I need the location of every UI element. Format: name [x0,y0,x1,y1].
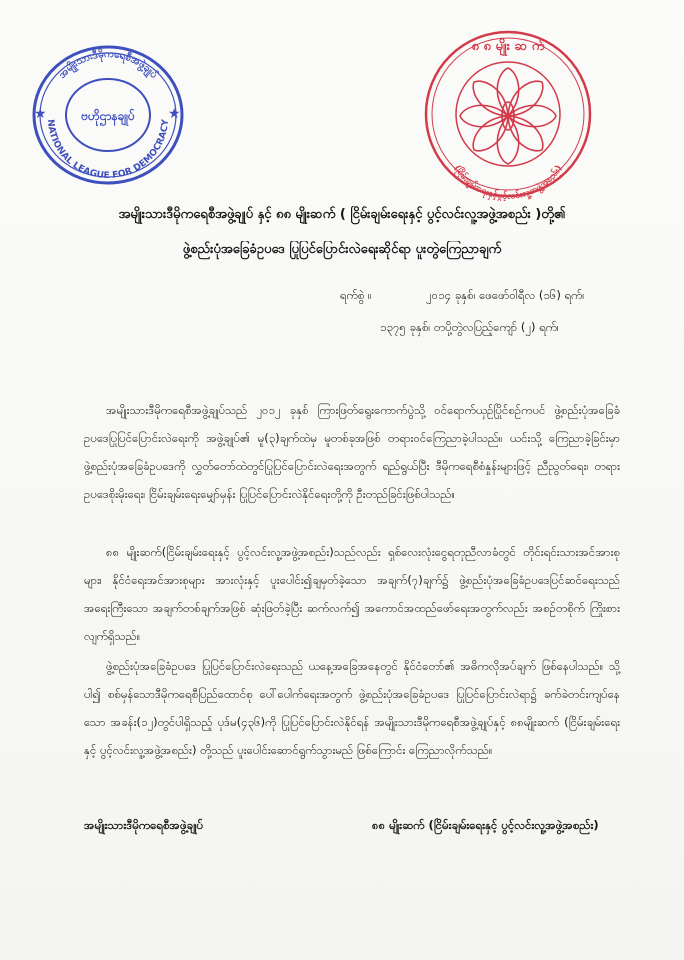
seal-star-left: ★ [34,106,47,122]
paragraph-1: အမျိုးသားဒီမိုကရေစီအဖွဲ့ချုပ်သည် ၂၀၁၂ ခုနှစ် ကြားဖြတ်ရွေးကောက်ပွဲသို့ ဝင်ရောက်ယှဉ်ပြိုင်စဉ်ကပင် ဖွဲ့စည်းပုံအခြေခံဥပဒေပြုပြင်ပြောင်းလဲရေးကို အဖွဲ့ချုပ်၏ မူ(၃)ချက်ထဲမှ မူတစ်ခုအဖြစ် တရားဝင်ကြေညာခဲ့ပါသည်။ ယင်းသို့ ကြေညာခဲ့ခြင်းမှာ ဖွဲ့စည်းပုံအခြေခံဥပဒေကို လွှတ်တော်ထဲတွင်ပြုပြင်ပြောင်းလဲရေးအတွက် ရည်ရွယ်ပြီး ဒီမိုကရေစီစံနှုန်းများဖြင့် ညီညွတ်ရေး၊ တရားဥပဒေစိုးမိုးရေး၊ ငြိမ်းချမ်းရေးမျှော်မှန်း ပြုပြင်ပြောင်းလဲနိုင်ရေးတို့ကို ဦးတည်ခြင်းဖြစ်ပါသည်။ [84,403,620,501]
document-title-line-2: ဖွဲ့စည်းပုံအခြေခံဥပဒေ ပြုပြင်ပြောင်းလဲရေးဆိုင်ရာ ပူးတွဲကြေညာချက် [182,242,502,257]
date-gregorian: ၂၀၁၄ ခုနှစ်၊ ဖေဖော်ဝါရီလ (၁၆) ရက်၊ [426,288,585,302]
seal-top-text: ၈ ၈ မျိုး ဆ က် [471,39,545,54]
88-generation-seal [418,26,598,201]
nld-seal [28,40,188,190]
seal-top-arc-text: အမျိုးသားဒီမိုကရေစီအဖွဲ့ချုပ် [56,48,160,81]
svg-text:NATIONAL LEAGUE FOR DEMOCRACY [45,118,171,181]
paragraph-2: ၈၈ မျိုးဆက်(ငြိမ်းချမ်းရေးနှင့် ပွင့်လင်းလူ့အဖွဲ့အစည်း)သည်လည်း ရှစ်လေးလုံးငွေရတုညီလာခံတွင် တိုင်းရင်းသားအင်အားစုများ၊ နိုင်ငံရေးအင်အားစုများ အားလုံးနှင့် ပူးပေါင်း၍ချမှတ်ခဲ့သော အချက်(၇)ချက်၌ ဖွဲ့စည်းပုံအခြေခံဥပဒေပြင်ဆင်ရေးသည် အရေးကြီးသော အချက်တစ်ချက်အဖြစ် ဆုံးဖြတ်ခဲ့ပြီး ဆက်လက်၍ အကောင်အထည်ဖော်ရေးအတွက်လည်း အစဉ်တစိုက် ကြိုးစားလျက်ရှိသည်။ [84,545,620,643]
seal-star-right: ★ [168,106,181,122]
flower-petal [497,68,518,116]
flower-petal [508,105,556,126]
document-title-line-1: အမျိုးသားဒီမိုကရေစီအဖွဲ့ချုပ် နှင့် ၈၈ မျိုးဆက် ( ငြိမ်းချမ်းရေးနှင့် ပွင့်လင်းလူ့အဖွဲ့အစည်း )တို့၏ [118,207,566,222]
seal-arc-text: (ငြိမ်းချမ်းရေးနှင့်ပွင့်လင်းလူ့အဖွဲ့အစည်း) [451,163,565,201]
signatory-right: ၈၈ မျိုးဆက် (ငြိမ်းချမ်းရေးနှင့် ပွင့်လင်းလူ့အဖွဲ့အစည်း) [372,818,599,832]
seal-center-text: ဗဟိုဌာနချုပ် [81,109,135,123]
date-myanmar: ၁၃၇၅ ခုနှစ်၊ တပို့တွဲလပြည့်ကျော် (၂) ရက်၊ [380,320,559,334]
date-label: ရက်စွဲ ။ [340,288,372,302]
seal-bottom-arc-text: NATIONAL LEAGUE FOR DEMOCRACY [44,118,172,182]
paragraph-3: ဖွဲ့စည်းပုံအခြေခံဥပဒေ ပြုပြင်ပြောင်းလဲရေးသည် ယနေ့အခြေအနေတွင် နိုင်ငံတော်၏ အဓိကလိုအပ်ချက် ဖြစ်နေပါသည်။ သို့ပါ၍ စစ်မှန်သောဒီမိုကရေစီပြည်ထောင်စု ပေါ်ပေါက်ရေးအတွက် ဖွဲ့စည်းပုံအခြေခံဥပဒေ ပြုပြင်ပြောင်းလဲရာ၌ ခက်ခဲတင်းကျပ်နေသော အခန်း(၁၂)တွင်ပါရှိသည့် ပုဒ်မ(၄၃၆)ကို ပြုပြင်ပြောင်းလဲနိုင်ရန် အမျိုးသားဒီမိုကရေစီအဖွဲ့ချုပ်နှင့် ၈၈မျိုးဆက် (ငြိမ်းချမ်းရေးနှင့် ပွင့်လင်းလူ့အဖွဲ့အစည်း) တို့သည် ပူးပေါင်းဆောင်ရွက်သွားမည် ဖြစ်ကြောင်း ကြေညာလိုက်သည်။ [84,659,620,757]
signatory-left: အမျိုးသားဒီမိုကရေစီအဖွဲ့ချုပ် [84,818,204,832]
svg-text:အမျိုးသားဒီမိုကရေစီအဖွဲ့ချုပ် [57,47,161,81]
svg-text:(ငြိမ်းချမ်းရေးနှင့်ပွင့်လင်းလ [452,164,565,201]
flower-petal [460,105,508,126]
flower-emblem [460,68,556,164]
flower-petal [497,116,518,164]
